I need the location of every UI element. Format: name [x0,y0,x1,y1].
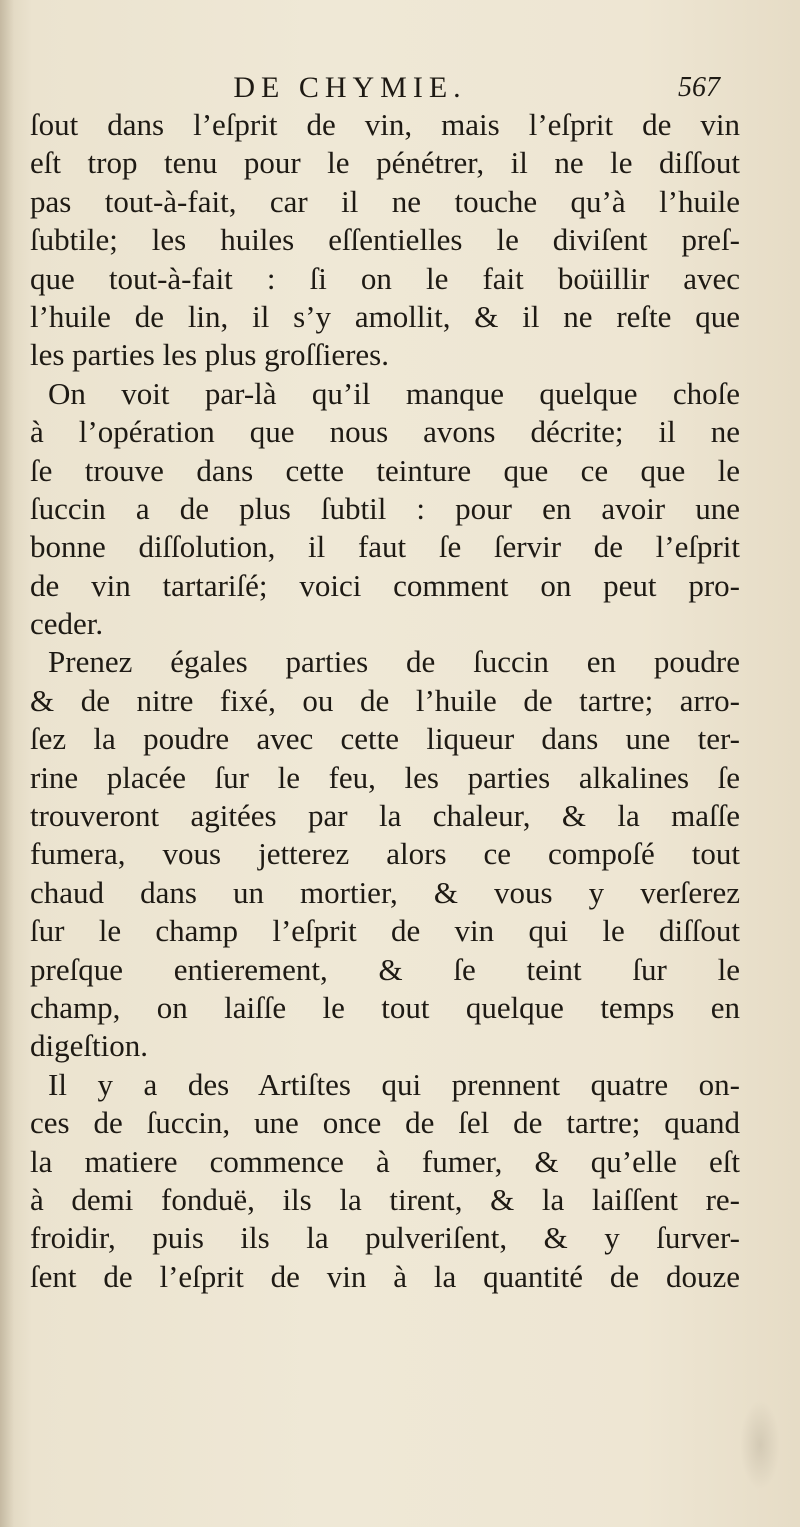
text-line: preſque entierement, & ſe teint ſur le [30,951,740,987]
running-head: DE CHYMIE. [233,71,467,104]
text-line: la matiere commence à fumer, & qu’elle eſt [30,1143,740,1179]
text-line: rine placée ſur le feu, les parties alkalines ſe [30,759,740,795]
text-line: ſuccin a de plus ſubtil : pour en avoir une [30,490,740,526]
text-line: trouveront agitées par la chaleur, & la maſſe [30,798,740,834]
text-line: bonne diſſolution, il faut ſe ſervir de l’eſprit [30,529,740,565]
text-line: ces de ſuccin, une once de ſel de tartre; quand [30,1105,740,1141]
gutter-shadow [0,0,14,1527]
text-line: Il y a des Artiſtes qui prennent quatre on- [48,1066,740,1102]
text-line: ſubtile; les huiles eſſentielles le diviſent preſ- [30,222,740,258]
text-line: Prenez égales parties de ſuccin en poudre [48,644,740,680]
text-line: ſout dans l’eſprit de vin, mais l’eſprit de vin [30,107,740,142]
text-line: ſez la poudre avec cette liqueur dans une ter- [30,721,740,757]
page-number: 567 [678,72,720,103]
body-text [30,106,740,1296]
text-line: ſe trouve dans cette teinture que ce que le [30,452,740,488]
text-line: chaud dans un mortier, & vous y verſerez [30,874,740,910]
text-line: à l’opération que nous avons décrite; il ne [30,414,740,450]
text-line: que tout-à-fait : ſi on le fait boüillir avec [30,260,740,296]
text-line: pas tout-à-fait, car il ne touche qu’à l’huile [30,183,740,219]
text-line: On voit par-là qu’il manque quelque choſe [48,375,740,411]
text-line: eſt trop tenu pour le pénétrer, il ne le diſſout [30,145,740,181]
text-line: à demi fonduë, ils la tirent, & la laiſſent re- [30,1181,740,1217]
text-line: ſent de l’eſprit de vin à la quantité de douze [30,1258,740,1294]
text-line: fumera, vous jetterez alors ce compoſé tout [30,836,740,872]
text-line: ceder. [30,606,104,642]
text-line: & de nitre fixé, ou de l’huile de tartre; arro- [30,682,740,718]
text-line: digeſtion. [30,1028,148,1064]
text-line: champ, on laiſſe le tout quelque temps en [30,989,740,1025]
text-line: l’huile de lin, il s’y amollit, & il ne reſte que [30,298,740,334]
text-line: ſur le champ l’eſprit de vin qui le diſſout [30,913,740,949]
text-line: les parties les plus groſſieres. [30,337,389,373]
page-header [100,68,720,108]
text-line: de vin tartariſé; voici comment on peut pro- [30,567,740,603]
paper-stain [740,1400,780,1490]
text-line: froidir, puis ils la pulveriſent, & y ſurver- [30,1220,740,1256]
